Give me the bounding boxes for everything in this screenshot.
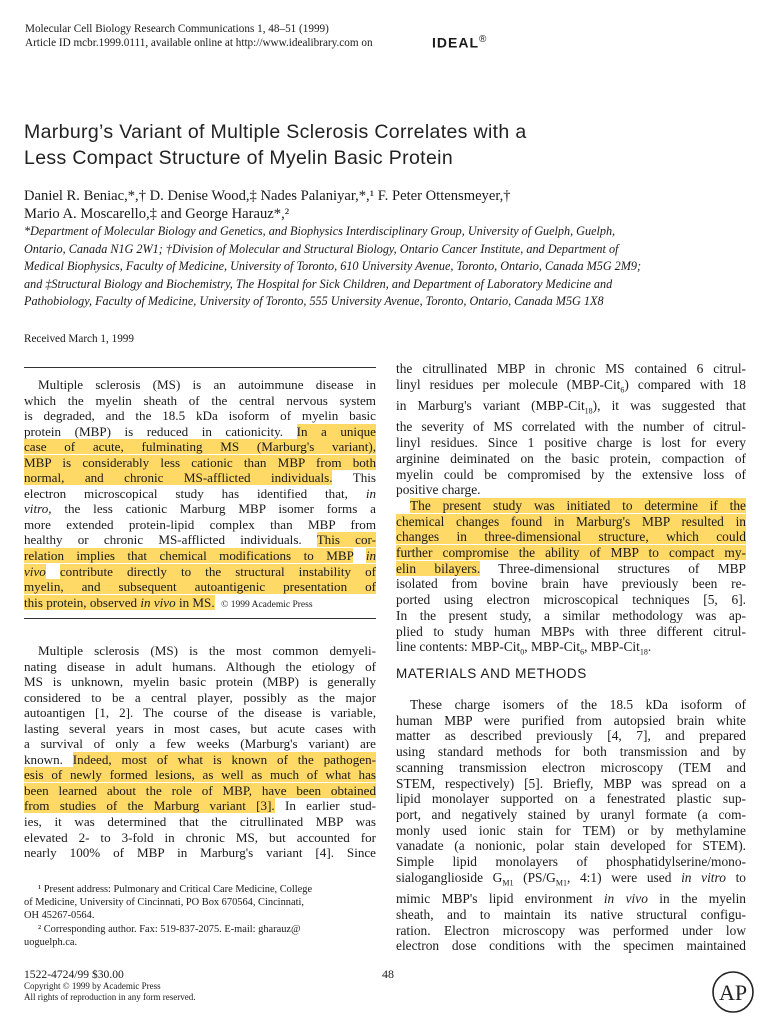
svg-text:AP: AP	[718, 980, 748, 1005]
paper-title: Marburg’s Variant of Multiple Sclerosis Correlates with a Less Compact Structure of Myelin Basic Protein	[24, 121, 527, 169]
author-list: Daniel R. Beniac,*,† D. Denise Wood,‡ Nades Palaniyar,*,¹ F. Peter Ottensmeyer,† Mario A. Moscarello,‡ and George Harauz*,²	[24, 188, 511, 222]
journal-header	[25, 22, 373, 50]
page-number: 48	[382, 967, 394, 981]
right-column-intro: the citrullinated MBP in chronic MS contained 6 citrul- linyl residues per molecule (MBP-Cit$_6$) compared with 18 in Marburg's variant (MBP-Cit$_{18}$), it was suggested that the severity of MS correlated with the number of citrul- linyl residues. Since 1 positive charge is lost for every arginine deiminated on the basic protein, compaction of myelin could be compromised by the extensive loss of positive charge. The present study was initiated to determine if the chemical changes found in Marburg's MBP resulted in changes in three-dimensional structure, which could further compromise the ability of MBP to compact my- elin bilayers. Three-dimensional structures of MBP isolated from bovine brain have previously been re- ported using electron microscopical techniques [5, 6]. In the present study, a similar methodology was ap- plied to study human MBPs with three different citrul- line contents: MBP-Cit$_0$, MBP-Cit$_6$, MBP-Cit$_{18}$.	[396, 361, 746, 657]
abstract-bottom-rule	[24, 618, 376, 619]
affiliations: *Department of Molecular Biology and Genetics, and Biophysics Interdisciplinary Group, University of Guelph, Guelph, Ontario, Canada N1G 2W1; †Division of Molecular and Structural Biology, Ontario Cancer Institute, and Department of Medical Biophysics, Faculty of Medicine, University of Toronto, 610 University Avenue, Toronto, Ontario, Canada M5G 2M9; and ‡Structural Biology and Biochemistry, The Hospital for Sick Children, and Department of Laboratory Medicine and Pathobiology, Faculty of Medicine, University of Toronto, 555 University Avenue, Toronto, Ontario, Canada M5G 1X8	[24, 224, 642, 308]
academic-press-logo	[711, 970, 755, 1014]
footnotes: ¹ Present address: Pulmonary and Critical Care Medicine, College of Medicine, University of Cincinnati, PO Box 670564, Cincinnati, OH 45267-0564. ² Corresponding author. Fax: 519-837-2075. E-mail: gharauz@ uoguelph.ca.	[24, 884, 313, 948]
methods-text: These charge isomers of the 18.5 kDa isoform of human MBP were purified from autopsied brain white matter as described previously [4, 7], and prepared using standard methods for both transmission and by scanning transmission electron microscopy (TEM and STEM, respectively) [5]. Briefly, MBP was spread on a lipid monolayer supported on a fenestrated plastic sup- port, and negatively stained by uranyl formate (a com- monly used ionic stain for TEM) or by methylamine vanadate (a nonionic, polar stain developed for STEM). Simple lipid monolayers of phosphatidylserine/mono- sialoganglioside $G_{M1}$ ($PS/G_{M1}$, 4:1) were used in vitro to mimic MBP's lipid environment in vivo in the myelin sheath, and to maintain its native structural configu- ration. Electron microscopy was performed under low electron dose conditions with the specimen maintained	[396, 697, 746, 954]
ideal-logo: IDEAL®	[432, 34, 488, 51]
article-id-line: Article ID mcbr.1999.0111, available online at http://www.idealibrary.com on	[25, 37, 373, 49]
journal-citation: Molecular Cell Biology Research Communications 1, 48–51 (1999)	[25, 23, 329, 35]
abstract-top-rule	[24, 367, 376, 368]
issn-price: 1522-4724/99 $30.00	[24, 968, 124, 981]
abstract: Multiple sclerosis (MS) is an autoimmune disease in which the myelin sheath of the central nervous system is degraded, and the 18.5 kDa isoform of myelin basic protein (MBP) is reduced in cationicity. In a unique case of acute, fulminating MS (Marburg's variant), MBP is considerably less cationic than MBP from both normal, and chronic MS-afflicted individuals. This electron microscopical study has identified that, in vitro, the less cationic Marburg MBP isomer forms a more extended protein-lipid complex than MBP from healthy or chronic MS-afflicted individuals. This cor- relation implies that chemical modifications to MBP in vivo contribute directly to the structural instability of myelin, and subsequent autoantigenic presentation of this protein, observed in vivo in MS. © 1999 Academic Press	[24, 377, 376, 610]
introduction: Multiple sclerosis (MS) is the most common demyeli- nating disease in adult humans. Although the etiology of MS is unknown, myelin basic protein (MBP) is generally considered to be a central player, possibly as the major autoantigen [1, 2]. The course of the disease is variable, lasting several years in most cases, but acute cases with a survival of only a few weeks (Marburg's variant) are known. Indeed, most of what is known of the pathogen- esis of newly formed lesions, as well as much of what has been learned about the role of MBP, have been obtained from studies of the Marburg variant [3]. In earlier stud- ies, it was determined that the citrullinated MBP was elevated 2- to 3-fold in chronic MS, but accounted for nearly 100% of MBP in Marburg's variant [4]. Since	[24, 643, 377, 861]
copyright-notice: Copyright © 1999 by Academic Press All rights of reproduction in any form reserved.	[24, 981, 196, 1002]
received-date: Received March 1, 1999	[24, 333, 134, 345]
section-heading-methods: MATERIALS AND METHODS	[396, 666, 587, 681]
